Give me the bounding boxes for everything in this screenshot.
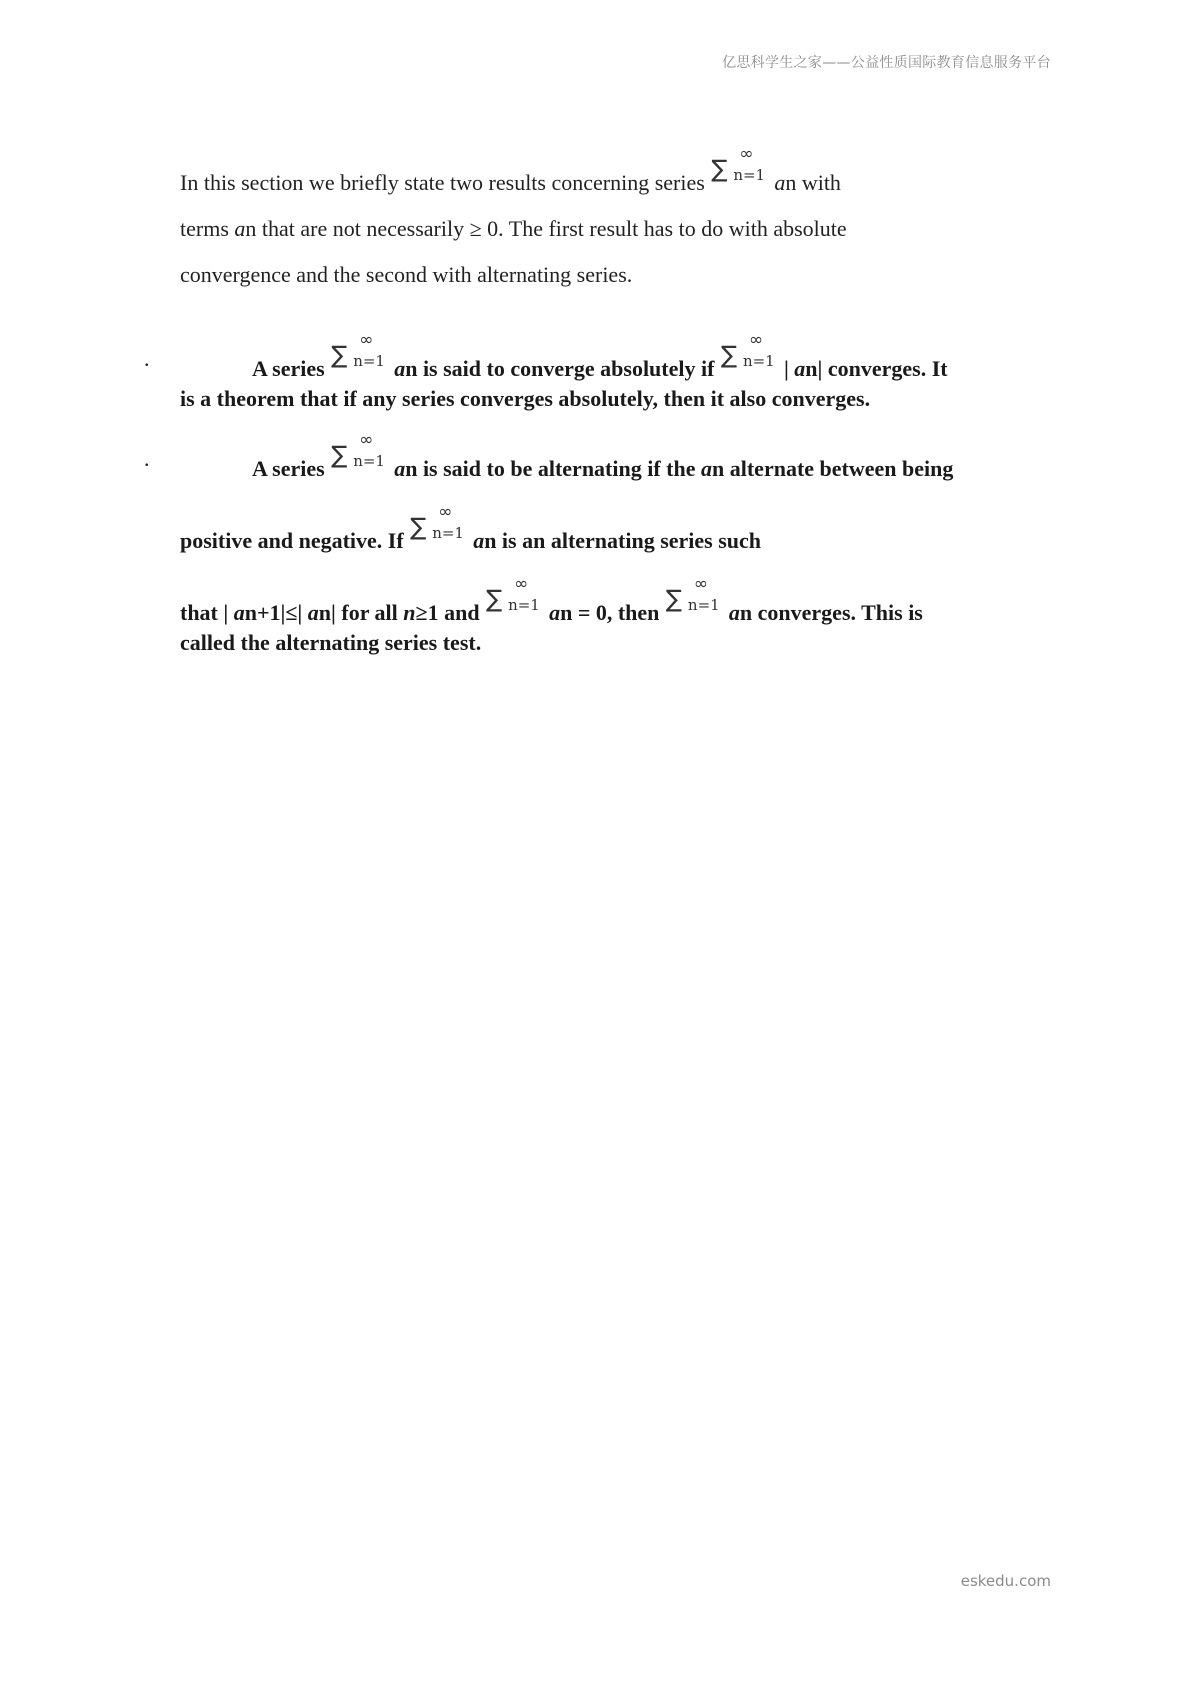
text-run: that | <box>180 600 234 625</box>
text-run: n is said to converge absolutely if <box>405 356 720 381</box>
sum-symbol: ∑ ∞ n=1 <box>331 330 385 370</box>
bullet-item-alternating-series <box>144 430 1040 656</box>
bullet-item-absolute-convergence <box>144 330 1040 412</box>
item-line <box>180 430 1040 486</box>
text-run: n that are not necessarily ≥ 0. The first result has to do with absolute <box>245 216 847 241</box>
text-run: n alternate between being <box>712 456 954 481</box>
italic-n: n <box>403 600 416 625</box>
text-run: called the alternating series test. <box>180 630 482 655</box>
text-run: n = 0, then <box>560 600 665 625</box>
item-line <box>180 330 1040 386</box>
text-run: n is said to be alternating if the <box>405 456 701 481</box>
item-line <box>180 630 1040 656</box>
text-run: A series <box>252 456 331 481</box>
text-run: n| converges. It <box>805 356 948 381</box>
item-line <box>180 386 1040 412</box>
intro-line <box>180 144 1040 206</box>
sum-symbol: ∑ ∞ n=1 <box>720 330 775 370</box>
italic-a: a <box>728 600 740 625</box>
bullet-marker: . <box>144 446 150 471</box>
sum-symbol: ∑ ∞ n=1 <box>410 502 464 542</box>
text-run: n+1|≤| <box>244 600 308 625</box>
italic-a: a <box>307 600 319 625</box>
text-run: positive and negative. If <box>180 528 410 553</box>
text-run: is a theorem that if any series converges absolutely, then it also converges. <box>180 386 871 411</box>
italic-a: a <box>234 216 246 241</box>
italic-a: a <box>549 600 561 625</box>
item-line <box>180 502 1040 558</box>
page-footer: eskedu.com <box>960 1572 1051 1590</box>
text-run: | <box>783 356 795 381</box>
text-run: terms <box>180 216 235 241</box>
page-header: 亿思科学生之家——公益性质国际教育信息服务平台 <box>722 55 1051 71</box>
item-line <box>180 574 1040 630</box>
italic-a: a <box>774 170 786 195</box>
text-run: convergence and the second with alternating series. <box>180 262 633 287</box>
text-run: ≥1 and <box>415 600 486 625</box>
intro-line <box>180 252 1040 298</box>
sum-symbol: ∑ ∞ n=1 <box>711 144 766 184</box>
text-run: A series <box>252 356 331 381</box>
text-run: n converges. This is <box>739 600 923 625</box>
italic-a: a <box>794 356 806 381</box>
text-run: n with <box>785 170 841 195</box>
italic-a: a <box>394 356 406 381</box>
document-body <box>144 144 1040 656</box>
bullet-marker: . <box>144 346 150 371</box>
italic-a: a <box>233 600 245 625</box>
sum-symbol: ∑ ∞ n=1 <box>665 574 720 614</box>
text-run: n is an alternating series such <box>484 528 762 553</box>
text-run: n| for all <box>318 600 404 625</box>
sum-symbol: ∑ ∞ n=1 <box>331 430 385 470</box>
italic-a: a <box>394 456 406 481</box>
text-run: In this section we briefly state two results concerning series <box>180 170 711 195</box>
italic-a: a <box>701 456 712 481</box>
italic-a: a <box>473 528 485 553</box>
intro-paragraph <box>180 144 1040 298</box>
sum-symbol: ∑ ∞ n=1 <box>486 574 540 614</box>
intro-line <box>180 206 1040 252</box>
